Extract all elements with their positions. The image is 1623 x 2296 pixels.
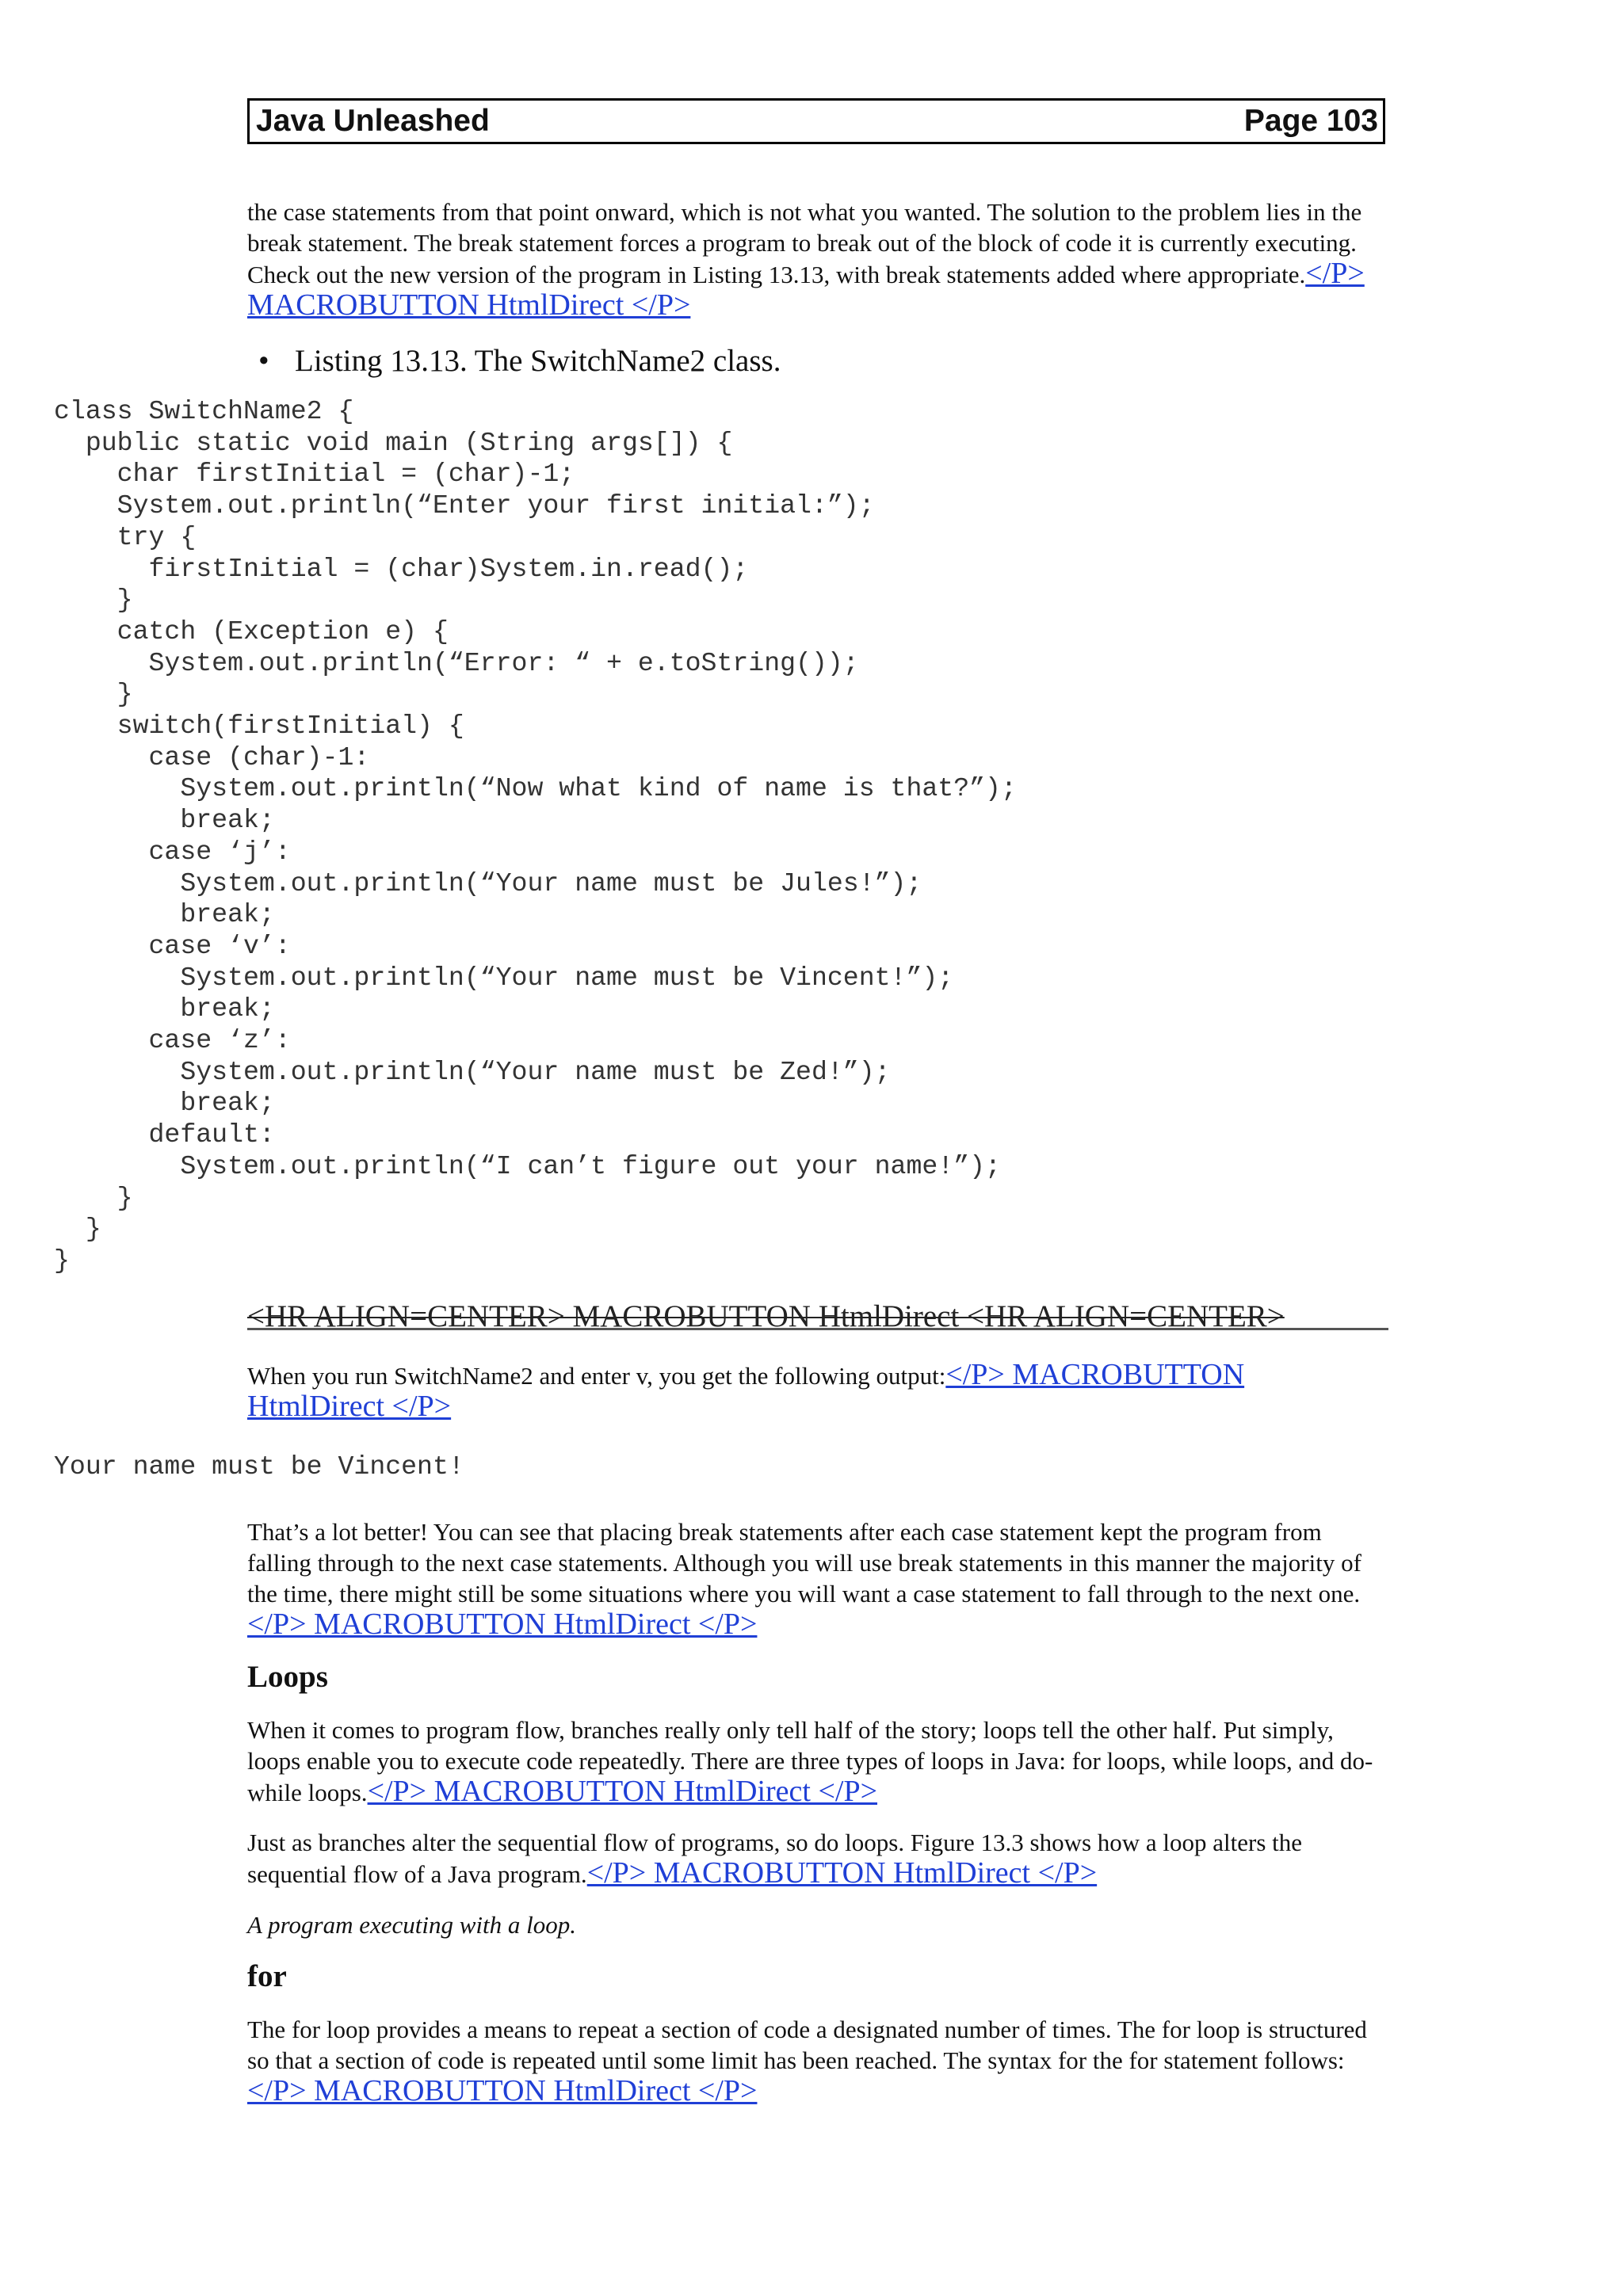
hr-macrobutton-text: <HR ALIGN=CENTER> MACROBUTTON HtmlDirect <HR ALIGN=CENTER> <box>247 1299 1285 1333</box>
paragraph-text: The for loop provides a means to repeat a section of code a designated number of times. The for loop is structured so that a section of code is repeated until some limit has been reached. The syntax for the for statement follows: <box>247 2016 1367 2074</box>
paragraph-better <box>247 1516 1385 1641</box>
paragraph-text: When it comes to program flow, branches really only tell half of the story; loops tell the other half. Put simply, loops enable you to execute code repeatedly. There are three types of loops in Java: for loops, while loops, and do-while loops. <box>247 1716 1373 1806</box>
macrobutton-link[interactable]: </P> MACROBUTTON HtmlDirect </P> <box>586 1856 1098 1890</box>
listing-title <box>258 342 781 380</box>
code-listing: class SwitchName2 { public static void main (String args[]) { char firstInitial = (char)-1; System.out.println(“Enter your first initial:”); try { firstInitial = (char)System.in.read(); } catch (Exception e) { System.out.println(“Error: “ + e.toString()); } switch(firstInitial) { case (char)-1: System.out.println(“Now what kind of name is that?”); break; case ‘j’: System.out.println(“Your name must be Jules!”); break; case ‘v’: System.out.println(“Your name must be Vincent!”); break; case ‘z’: System.out.println(“Your name must be Zed!”); break; default: System.out.println(“I can’t figure out your name!”); } } } <box>54 396 1017 1276</box>
bullet-icon: • <box>258 344 269 378</box>
macrobutton-link[interactable]: </P> MACROBUTTON HtmlDirect </P> <box>247 1608 758 1641</box>
macrobutton-link[interactable]: </P> MACROBUTTON HtmlDirect </P> <box>247 2074 758 2107</box>
program-output: Your name must be Vincent! <box>54 1451 464 1482</box>
paragraph-text: Just as branches alter the sequential flow of programs, so do loops. Figure 13.3 shows how a loop alters the sequential flow of a Java program. <box>247 1829 1303 1888</box>
paragraph-text: That’s a lot better! You can see that placing break statements after each case statement kept the program from falling through to the next case statements. Although you will use break statements in this manner the majority of the time, there might still be some situations where you will want a case statement to fall through to the next one. <box>247 1518 1361 1608</box>
page-number: Page 103 <box>1243 104 1378 138</box>
paragraph-for-loop <box>247 2014 1385 2107</box>
heading-loops: Loops <box>247 1660 328 1694</box>
page-header <box>247 98 1385 144</box>
heading-for: for <box>247 1959 287 1993</box>
paragraph-text: the case statements from that point onward, which is not what you wanted. The solution to the problem lies in the break statement. The break statement forces a program to break out of the block of code it is currently executing. Check out the new version of the program in Listing 13.13, with break statements added where appropriate. <box>247 198 1362 288</box>
horizontal-rule <box>247 1328 1388 1330</box>
hr-macrobutton[interactable] <box>247 1299 1388 1334</box>
macrobutton-link[interactable]: </P> MACROBUTTON HtmlDirect </P> <box>247 1358 1245 1423</box>
paragraph-intro <box>247 196 1385 322</box>
macrobutton-link[interactable]: </P> MACROBUTTON HtmlDirect </P> <box>367 1775 878 1808</box>
book-title: Java Unleashed <box>256 104 490 138</box>
macrobutton-link[interactable]: </P> MACROBUTTON HtmlDirect </P> <box>247 257 1365 322</box>
paragraph-run-output <box>247 1360 1385 1423</box>
paragraph-text: When you run SwitchName2 and enter v, you get the following output: <box>247 1362 946 1390</box>
listing-title-text: Listing 13.13. The SwitchName2 class. <box>295 344 781 378</box>
figure-caption: A program executing with a loop. <box>247 1911 577 1939</box>
paragraph-loops <box>247 1714 1385 1808</box>
paragraph-figure-ref <box>247 1827 1385 1890</box>
